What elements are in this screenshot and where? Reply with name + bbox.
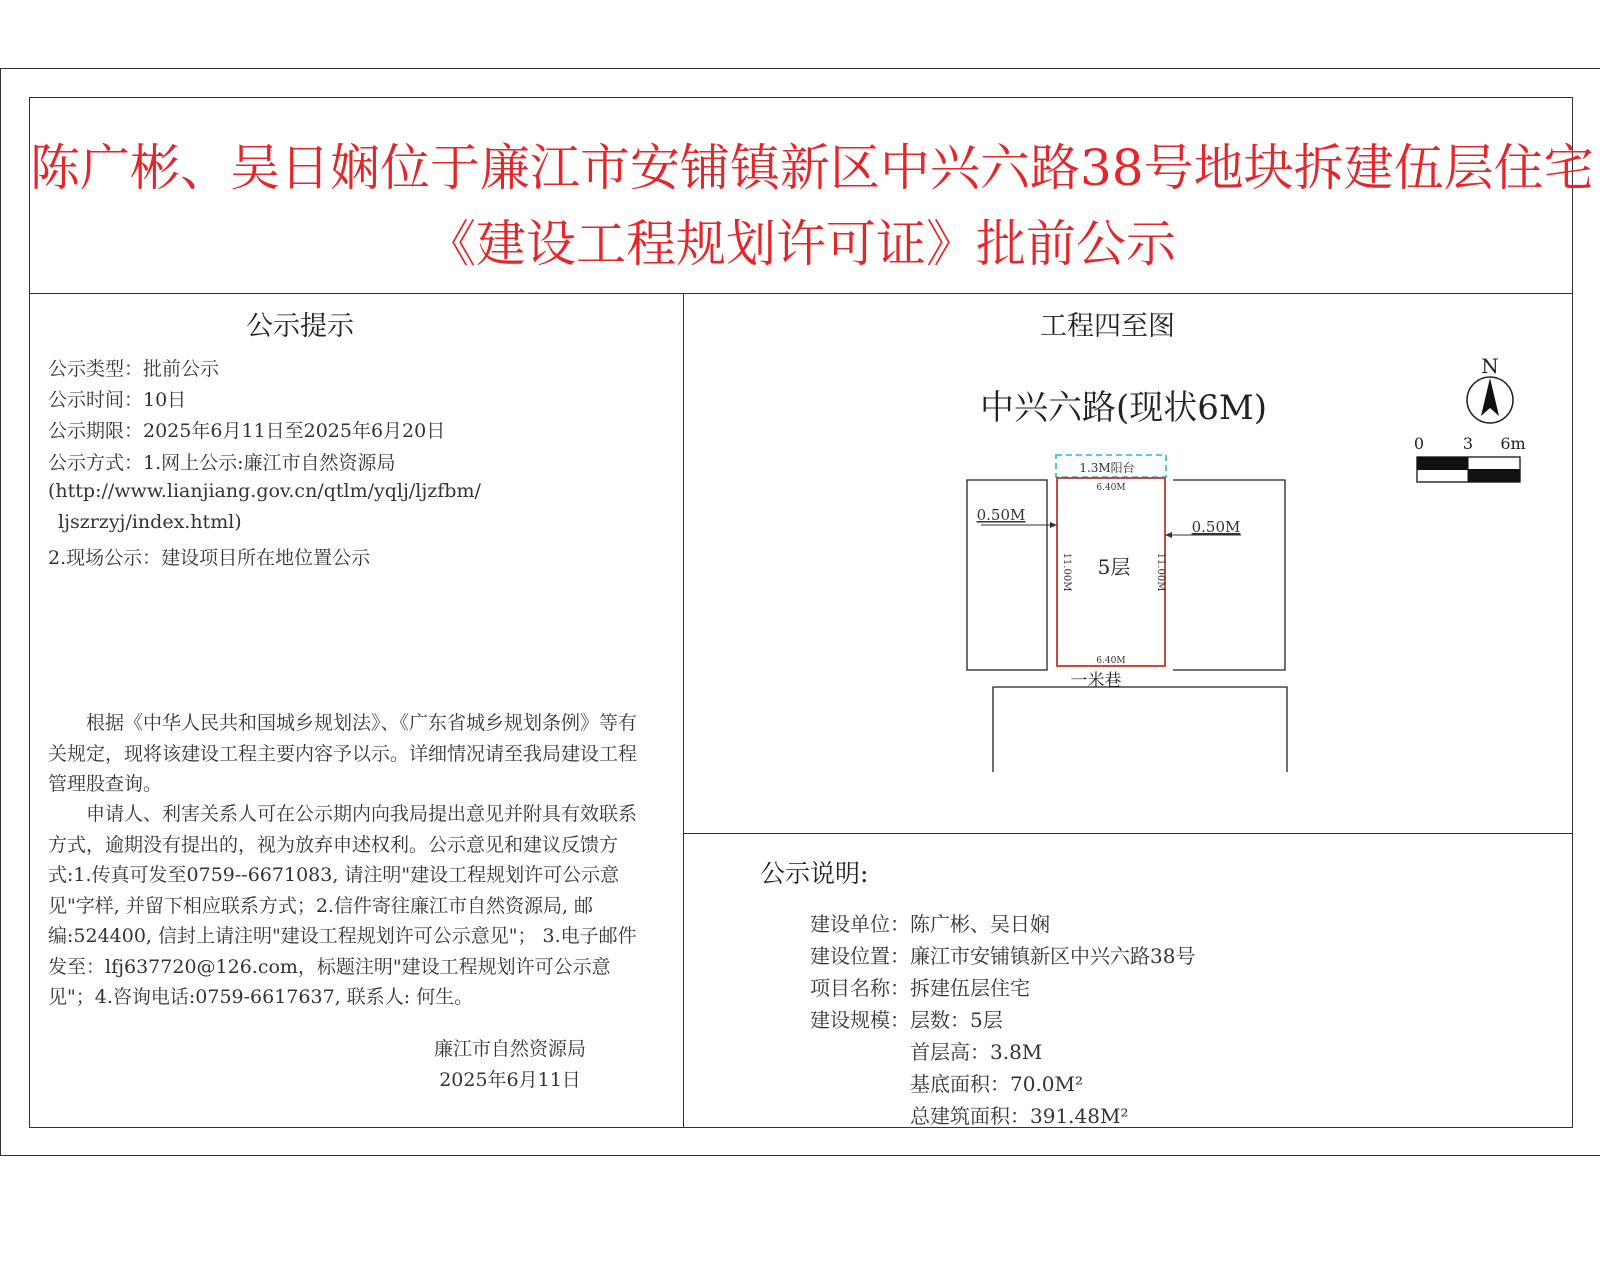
right-side-dimension: 11.00M [1155,552,1166,592]
signature-org: 廉江市自然资源局 [433,1038,586,1060]
balcony-label: 1.3M阳台 [1079,461,1135,475]
road-label: 中兴六路(现状6M) [980,388,1267,428]
north-label: N [1481,354,1499,378]
alley-boundary [993,687,1287,772]
left-side-dimension: 11.00M [1061,552,1072,592]
notice-url-part1: (http://www.lianjiang.gov.cn/qtlm/yqlj/ljzfbm/ [48,480,481,502]
site-plan-heading: 工程四至图 [1040,311,1175,342]
alley-label: 一米巷 [1070,671,1122,691]
right-gap-label: 0.50M [1191,518,1241,536]
left-gap-label: 0.50M [976,506,1026,524]
description-panel [684,834,1572,1127]
notice-onsite: 2.现场公示：建设项目所在地位置公示 [48,547,371,569]
notice-board [29,97,1594,1128]
notice-panel [30,294,684,1127]
scale-label-0: 0 [1413,434,1425,453]
title-area [30,98,1594,294]
site-plan-drawing [684,294,1572,834]
notice-duration: 公示时间：10日 [48,389,187,411]
scale-label-3: 3 [1462,434,1474,453]
description-first-floor: 首层高：3.8M [910,1040,1043,1064]
notice-type: 公示类型：批前公示 [48,358,220,380]
description-location: 建设位置：廉江市安铺镇新区中兴六路38号 [810,944,1196,968]
north-arrow-icon [1467,377,1513,423]
bottom-dimension: 6.40M [1096,656,1126,666]
site-plan-panel [684,294,1572,834]
notice-heading: 公示提示 [246,311,354,342]
description-unit: 建设单位：陈广彬、吴日娴 [810,912,1050,936]
description-project: 项目名称：拆建伍层住宅 [810,976,1030,1000]
top-dimension: 6.40M [1096,483,1126,493]
notice-url-part2: ljszrzyj/index.html) [58,511,242,533]
right-gap-arrow-icon [1165,532,1172,538]
notice-method: 公示方式：1.网上公示:廉江市自然资源局 [48,452,396,474]
scale-label-6: 6m [1500,434,1526,453]
description-heading: 公示说明: [760,859,869,888]
notice-paragraph-1: 根据《中华人民共和国城乡规划法》、《广东省城乡规划条例》等有关规定，现将该建设工程主要内容予以示。详细情况请至我局建设工程管理股查询。 [48,712,638,795]
left-gap-arrow-icon [1050,522,1057,528]
description-total-area: 总建筑面积：391.48M² [910,1104,1129,1128]
title-line-2: 《建设工程规划许可证》批前公示 [426,215,1176,273]
notice-period: 公示期限：2025年6月11日至2025年6月20日 [48,420,446,442]
description-base-area: 基底面积：70.0M² [910,1072,1084,1096]
scale-bar [1417,457,1520,482]
notice-paragraph-2: 申请人、利害关系人可在公示期内向我局提出意见并附具有效联系方式，逾期没有提出的，视为放弃申述权利。公示意见和建议反馈方式:1.传真可发至0759--6671083, 请注明"建设工程规划许可公示意见"字样, 并留下相应联系方式；2.信件寄往廉江市自然资源局, 邮编:524400, 信封上请注明"建设工程规划许可公示意见"； 3.电子邮件发至：lfj637720@126.com，标题注明"建设工程规划许可公示意见"；4.咨询电话:0759-6617637, 联系人: 何生。 [48,803,638,1008]
signature-date: 2025年6月11日 [439,1069,581,1091]
floors-label: 5层 [1097,555,1131,579]
description-scale: 建设规模：层数：5层 [810,1008,1003,1032]
title-line-1: 陈广彬、吴日娴位于廉江市安铺镇新区中兴六路38号地块拆建伍层住宅 [30,139,1594,197]
neighbor-building-right [1173,480,1285,670]
